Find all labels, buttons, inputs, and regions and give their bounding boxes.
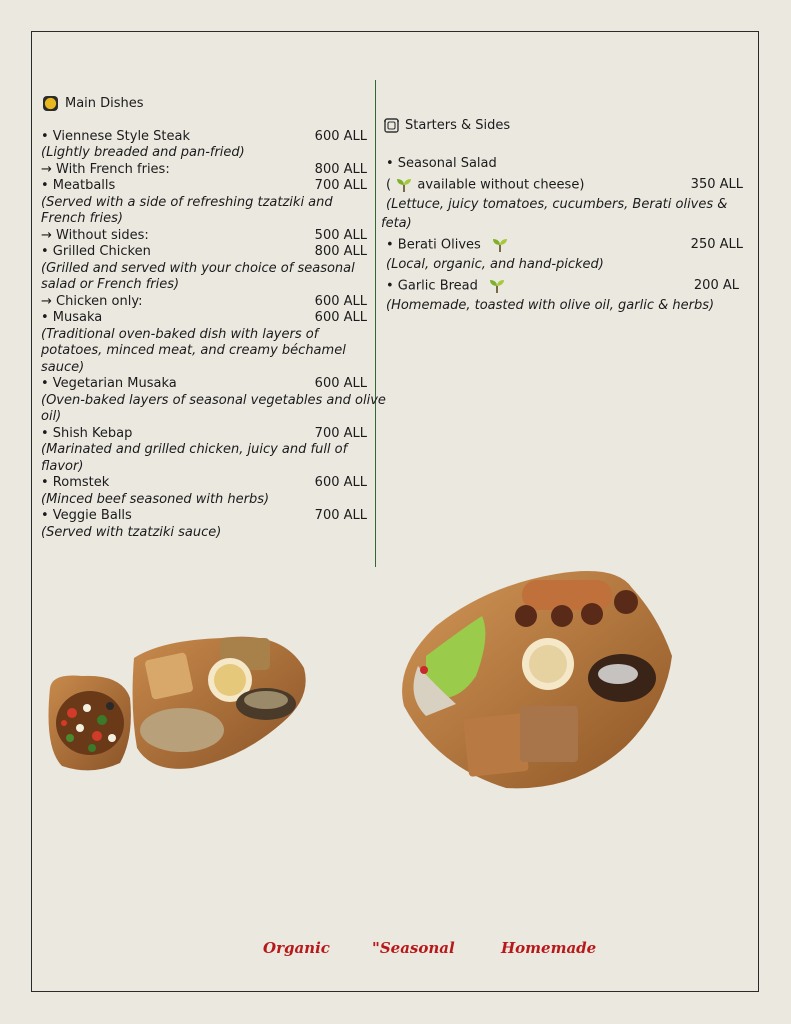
dish-description: (Lightly breaded and pan-fried) (41, 145, 245, 160)
salad-option: ( available without cheese) (386, 177, 585, 193)
dish-description: (Minced beef seasoned with herbs) (41, 492, 270, 507)
food-platter-left-image (42, 628, 312, 778)
olives-desc: (Local, organic, and hand-picked) (386, 257, 604, 272)
dish-line: • Meatballs (41, 178, 116, 193)
dish-description: (Traditional oven-baked dish with layers of (41, 327, 319, 342)
starters-title: Starters & Sides (405, 117, 511, 133)
dish-description: sauce) (41, 360, 85, 375)
dish-price: 500 ALL (314, 228, 367, 243)
garlic-bread-desc: (Homemade, toasted with olive oil, garlic & herbs) (386, 298, 715, 313)
dish-line: • Veggie Balls (41, 508, 132, 523)
salad-price: 350 ALL (690, 177, 743, 192)
tag-seasonal: "Seasonal (372, 939, 455, 957)
dish-description: (Served with a side of refreshing tzatziki and (41, 195, 333, 210)
dish-description: (Marinated and grilled chicken, juicy and full of (41, 442, 348, 457)
dish-price: 800 ALL (314, 244, 367, 259)
salad-desc-cont: feta) (381, 216, 412, 231)
dish-description: potatoes, minced meat, and creamy béchamel (41, 343, 346, 358)
garlic-bread-name: • Garlic Bread (386, 278, 506, 295)
dish-description: French fries) (41, 211, 123, 226)
dish-price: 800 ALL (314, 162, 367, 177)
dish-price: 700 ALL (314, 178, 367, 193)
dish-line: → Without sides: (41, 228, 149, 243)
main-dishes-title: Main Dishes (65, 95, 144, 111)
column-divider (375, 80, 376, 567)
olives-name: • Berati Olives (386, 237, 509, 254)
dish-price: 700 ALL (314, 508, 367, 523)
tag-organic: Organic (263, 939, 330, 957)
dish-description: flavor) (41, 459, 84, 474)
dish-description: (Grilled and served with your choice of seasonal (41, 261, 355, 276)
dish-line: • Musaka (41, 310, 103, 325)
plate-icon (42, 95, 59, 112)
tag-homemade: Homemade (501, 939, 597, 957)
vegan-leaf-icon (395, 177, 413, 193)
salad-desc: (Lettuce, juicy tomatoes, cucumbers, Berati olives & (386, 197, 728, 212)
dish-price: 600 ALL (314, 376, 367, 391)
dish-price: 700 ALL (314, 426, 367, 441)
dish-line: • Vegetarian Musaka (41, 376, 177, 391)
dish-line: • Grilled Chicken (41, 244, 151, 259)
salad-name: • Seasonal Salad (386, 156, 497, 171)
dish-line: • Romstek (41, 475, 110, 490)
vegan-leaf-icon (491, 237, 509, 253)
dish-line: → Chicken only: (41, 294, 143, 309)
starters-heading (383, 117, 510, 134)
dish-price: 600 ALL (314, 310, 367, 325)
garlic-bread-price: 200 AL (693, 278, 739, 293)
main-dishes-heading (42, 95, 144, 112)
dish-description: (Served with tzatziki sauce) (41, 525, 222, 540)
dish-line: → With French fries: (41, 162, 170, 177)
dish-description: oil) (41, 409, 62, 424)
dish-price: 600 ALL (314, 294, 367, 309)
dish-line: • Viennese Style Steak (41, 129, 191, 144)
dish-price: 600 ALL (314, 475, 367, 490)
olives-price: 250 ALL (690, 237, 743, 252)
dish-price: 600 ALL (314, 129, 367, 144)
food-platter-right-image (396, 566, 676, 792)
vegan-leaf-icon (488, 278, 506, 294)
dish-description: (Oven-baked layers of seasonal vegetables and olive (41, 393, 386, 408)
dish-icon (383, 117, 400, 134)
dish-description: salad or French fries) (41, 277, 180, 292)
dish-line: • Shish Kebap (41, 426, 133, 441)
